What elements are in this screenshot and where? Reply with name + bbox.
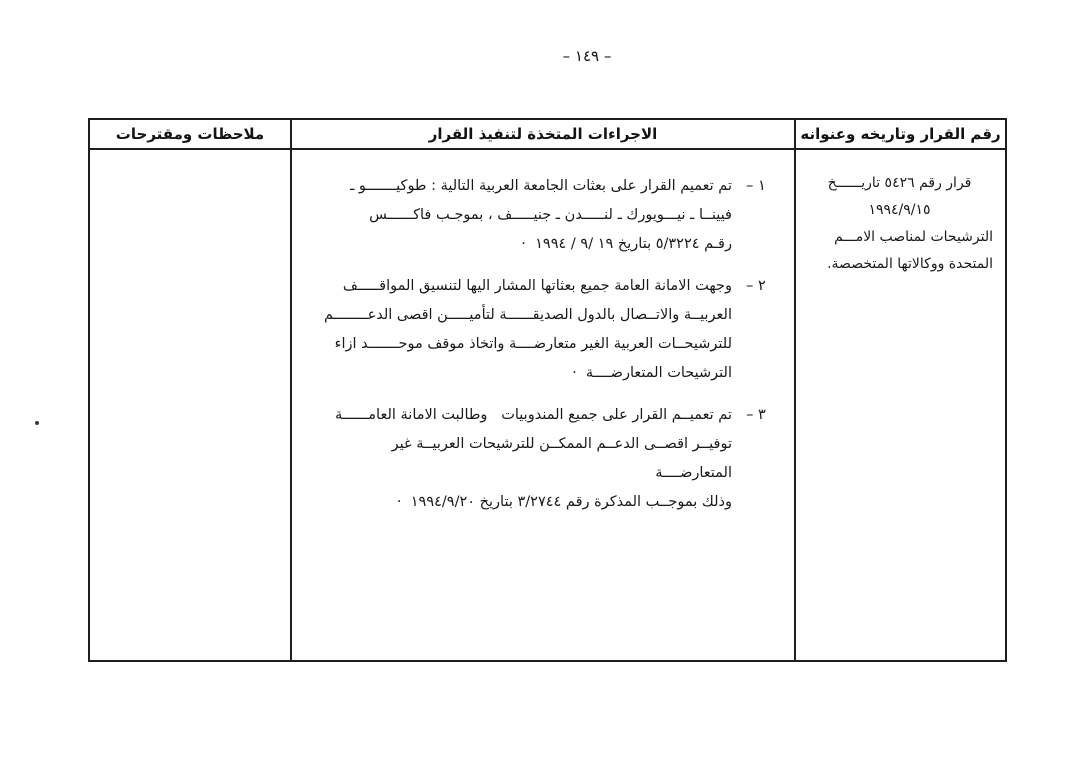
procedure-line: تم تعميم القرار على بعثات الجامعة العربية التالية : طوكيـــــــو ـ — [350, 178, 732, 194]
item-number: ١ – — [746, 178, 766, 194]
procedure-line: توفيــر اقصــى الدعــم الممكــن للترشيحات العربيــة غير المتعارضــــة — [387, 436, 732, 481]
procedures-column — [290, 120, 794, 660]
notes-cell — [90, 150, 290, 660]
procedures-cell — [292, 150, 794, 660]
notes-column — [90, 120, 290, 660]
decision-cell — [796, 150, 1005, 660]
decision-line: المتحدة ووكالاتها المتخصصة. — [827, 256, 993, 272]
procedure-item — [312, 401, 780, 517]
procedure-line: الترشيحات المتعارضــــة · — [572, 365, 732, 381]
procedure-item — [312, 272, 780, 388]
item-number: ٢ – — [746, 278, 766, 294]
decision-date: ١٩٩٤/٩/١٥ — [868, 202, 931, 218]
page-number: – ١٤٩ – — [562, 47, 612, 65]
procedures-column-header: الاجراءات المتخذة لتنفيذ القرار — [292, 120, 794, 150]
procedure-item — [312, 172, 780, 259]
notes-column-header: ملاحظات ومقترحات — [90, 120, 290, 150]
decision-column — [794, 120, 1005, 660]
decision-line: الترشيحات لمناصب الامـــم — [834, 229, 993, 245]
procedure-line: للترشيحــات العربية الغير متعارضــــة واتخاذ موقف موحـــــــد ازاء — [334, 336, 732, 352]
decisions-table — [88, 118, 1007, 662]
procedure-line: تم تعميــم القرار على جميع المندوبيات وطالبت الامانة العامــــــة — [335, 407, 732, 423]
procedure-line: رقـم ٥/٣٢٢٤ بتاريخ ١٩ /٩ / ١٩٩٤ · — [521, 236, 732, 252]
procedure-line: وذلك بموجــب المذكرة رقم ٣/٢٧٤٤ بتاريخ ١٩٩٤/٩/٢٠ · — [396, 494, 732, 510]
scan-speck — [35, 421, 39, 425]
procedure-line: العربيــة والاتــصال بالدول الصديقــــــة لتأميـــــن اقصى الدعــــــــم — [323, 307, 732, 323]
decision-line: قرار رقم ٥٤٢٦ تاريــــــخ — [827, 175, 972, 191]
decision-column-header: رقم القرار وتاريخه وعنوانه — [796, 120, 1005, 150]
item-number: ٣ – — [746, 407, 766, 423]
procedure-line: وجهت الامانة العامة جميع بعثاتها المشار اليها لتنسيق المواقـــــف — [342, 278, 732, 294]
procedure-line: فيينــا ـ نيـــويورك ـ لنـــــدن ـ جنيـــــف ، بموجـب فاكــــــس — [369, 207, 732, 223]
